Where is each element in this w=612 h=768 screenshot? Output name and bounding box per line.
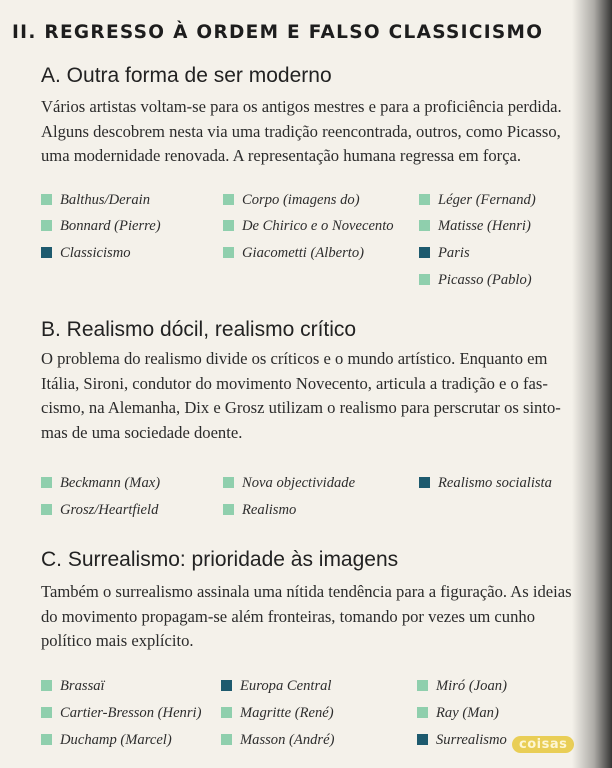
light-square-icon (41, 734, 52, 745)
light-square-icon (41, 220, 52, 231)
entry-label: De Chirico e o Novecento (242, 218, 394, 234)
paragraph-line: Também o surrealismo assinala uma nítida tendência para a figuração. As ideias (41, 582, 572, 601)
entry-label: Classicismo (60, 245, 131, 261)
dark-square-icon (419, 247, 430, 258)
dark-square-icon (419, 477, 430, 488)
index-entry[interactable] (417, 677, 507, 695)
index-entry[interactable] (419, 244, 470, 262)
light-square-icon (221, 734, 232, 745)
index-entry[interactable] (41, 244, 131, 262)
entry-label: Realismo socialista (438, 475, 552, 491)
entry-label: Grosz/Heartfield (60, 502, 159, 518)
index-entry[interactable] (221, 704, 334, 722)
light-square-icon (41, 504, 52, 515)
entry-label: Duchamp (Marcel) (60, 732, 172, 748)
index-entry[interactable] (417, 704, 499, 722)
entry-label: Léger (Fernand) (438, 192, 536, 208)
index-entry[interactable] (41, 731, 172, 749)
paragraph-line: uma modernidade renovada. A representação humana regressa em força. (41, 146, 522, 165)
light-square-icon (223, 504, 234, 515)
paragraph-line: político mais explícito. (41, 631, 194, 650)
section-c-title: C. Surrealismo: prioridade às imagens (41, 548, 399, 571)
dark-square-icon (41, 247, 52, 258)
section-b-title: B. Realismo dócil, realismo crítico (41, 318, 357, 341)
entry-label: Europa Central (240, 678, 332, 694)
index-entry[interactable] (41, 474, 160, 492)
entry-label: Paris (438, 245, 470, 261)
section-b-paragraph (41, 347, 612, 445)
light-square-icon (223, 194, 234, 205)
entry-label: Cartier-Bresson (Henri) (60, 705, 202, 721)
light-square-icon (41, 477, 52, 488)
entry-label: Balthus/Derain (60, 192, 150, 208)
light-square-icon (223, 247, 234, 258)
paragraph-line: O problema do realismo divide os críticos e o mundo artístico. Enquanto em (41, 349, 548, 368)
index-entry[interactable] (223, 474, 355, 492)
dark-square-icon (417, 734, 428, 745)
paragraph-line: Alguns descobrem nesta via uma tradição reencontrada, outros, como Picasso, (41, 121, 561, 141)
index-entry[interactable] (419, 271, 532, 289)
entry-label: Nova objectividade (242, 475, 356, 491)
light-square-icon (223, 477, 234, 488)
index-entry[interactable] (419, 217, 531, 235)
paragraph-line: Itália, Sironi, condutor do movimento Novecento, articula a tradição e o fas- (41, 373, 548, 393)
light-square-icon (41, 194, 52, 205)
light-square-icon (41, 680, 52, 691)
index-entry[interactable] (221, 731, 334, 749)
index-entry[interactable] (223, 244, 364, 262)
index-entry[interactable] (41, 191, 150, 209)
entry-label: Magritte (René) (240, 705, 334, 721)
main-heading: II. REGRESSO À ORDEM E FALSO CLASSICISMO (12, 22, 544, 43)
dark-square-icon (221, 680, 232, 691)
light-square-icon (41, 707, 52, 718)
paragraph-line: cismo, na Alemanha, Dix e Grosz utilizam o realismo para perscrutar os sinto- (41, 398, 561, 417)
entry-label: Corpo (imagens do) (242, 192, 360, 208)
index-entry[interactable] (417, 731, 507, 749)
index-entry[interactable] (221, 677, 331, 695)
light-square-icon (417, 680, 428, 691)
watermark-logo: coisas (512, 736, 574, 753)
entry-label: Surrealismo (436, 732, 507, 748)
index-entry[interactable] (41, 677, 105, 695)
index-entry[interactable] (41, 501, 158, 519)
index-entry[interactable] (41, 704, 201, 722)
entry-label: Bonnard (Pierre) (60, 218, 161, 234)
paragraph-line: do movimento propagam-se além fronteiras, tomando por vezes um cunho (41, 606, 535, 626)
entry-label: Brassaï (60, 678, 105, 694)
light-square-icon (223, 220, 234, 231)
entry-label: Realismo (242, 502, 297, 518)
entry-label: Matisse (Henri) (438, 218, 531, 234)
index-entry[interactable] (419, 191, 536, 209)
light-square-icon (417, 707, 428, 718)
section-a-paragraph (41, 95, 612, 169)
light-square-icon (221, 707, 232, 718)
entry-label: Miró (Joan) (436, 678, 507, 694)
entry-label: Giacometti (Alberto) (242, 245, 364, 261)
section-a-title: A. Outra forma de ser moderno (41, 64, 332, 87)
section-c-paragraph (41, 580, 612, 654)
light-square-icon (419, 220, 430, 231)
light-square-icon (419, 194, 430, 205)
paragraph-line: Vários artistas voltam-se para os antigos mestres e para a proficiência perdida. (41, 97, 562, 116)
entry-label: Masson (André) (240, 732, 335, 748)
index-entry[interactable] (223, 217, 394, 235)
light-square-icon (419, 274, 430, 285)
index-entry[interactable] (223, 191, 360, 209)
entry-label: Picasso (Pablo) (438, 272, 532, 288)
index-entry[interactable] (419, 474, 552, 492)
paragraph-line: mas de uma sociedade doente. (41, 422, 243, 442)
entry-label: Beckmann (Max) (60, 475, 161, 491)
index-entry[interactable] (223, 501, 296, 519)
index-entry[interactable] (41, 217, 161, 235)
entry-label: Ray (Man) (436, 705, 499, 721)
